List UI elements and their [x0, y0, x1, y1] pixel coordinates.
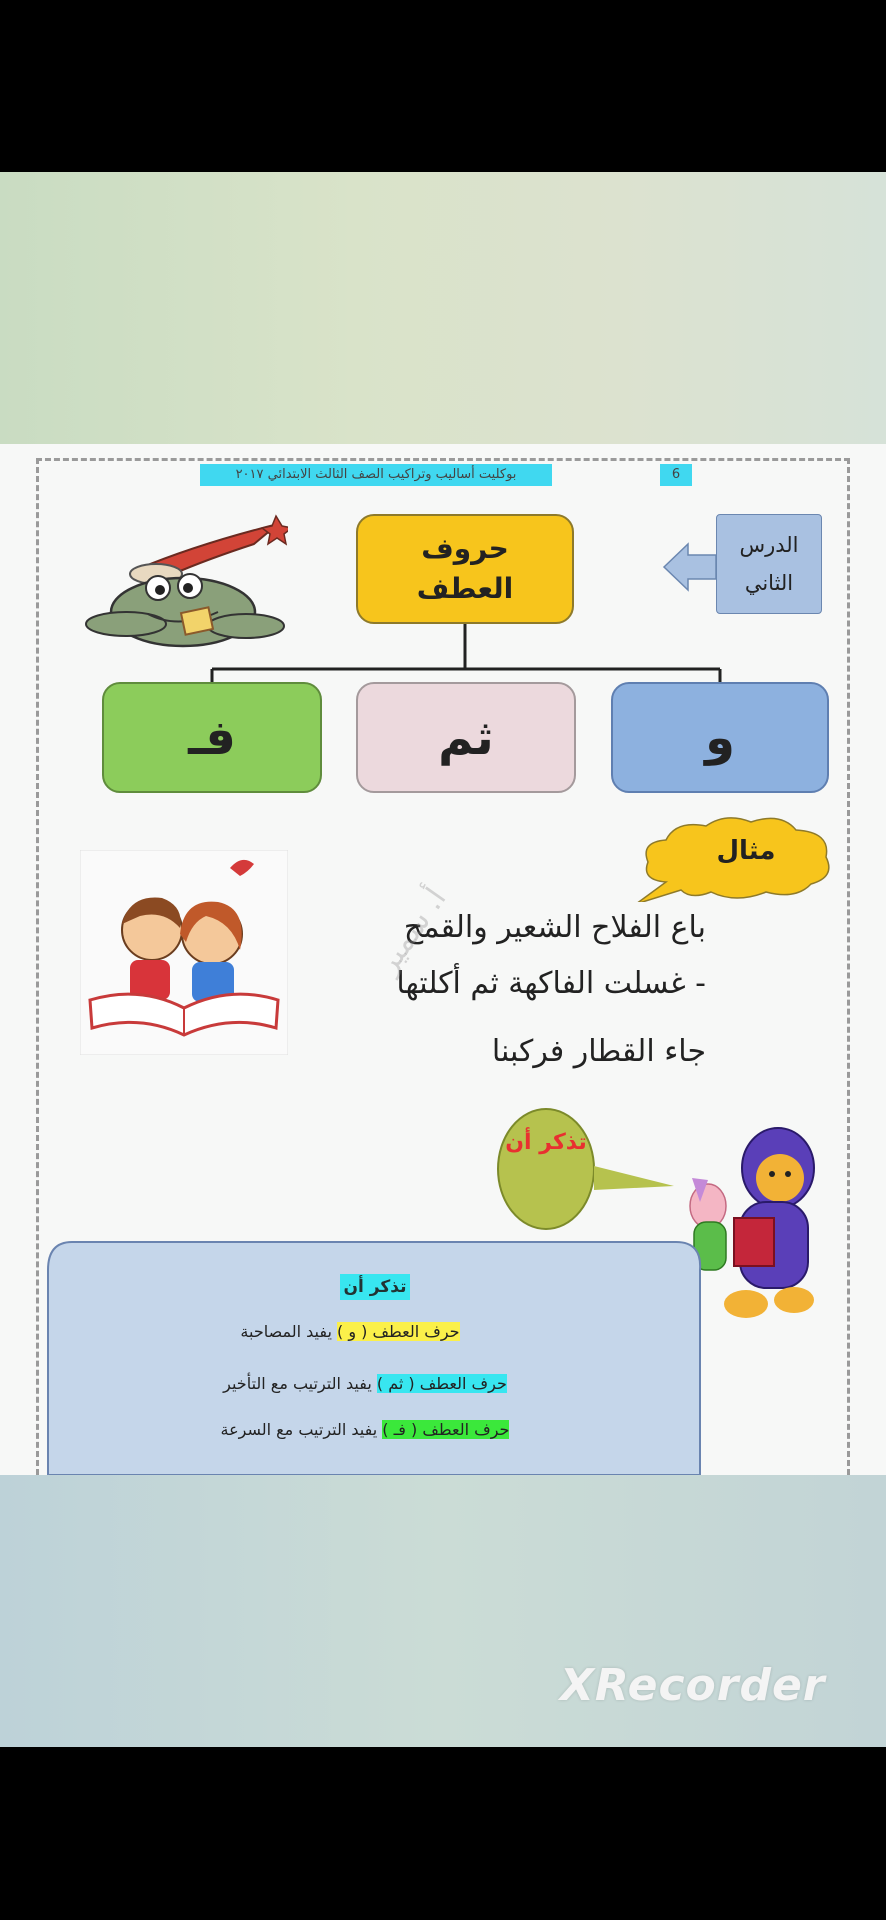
letter-box-waw: و [611, 682, 829, 793]
topic-line-1: حروف [421, 532, 509, 565]
topic-box [356, 514, 574, 624]
kids-reading-illustration [80, 850, 288, 1055]
page-number: 6 [660, 464, 692, 486]
rule-3-highlight: حرف العطف ( فـ ) [382, 1420, 510, 1439]
letter-box-fa: فـ [102, 682, 322, 793]
summary-title: تذكر أن [340, 1274, 410, 1300]
rule-1-highlight: حرف العطف ( و ) [336, 1322, 460, 1341]
rule-2-highlight: حرف العطف ( ثم ) [376, 1374, 507, 1393]
bubble-pointer [594, 1160, 674, 1200]
remember-bubble-label: تذكر أن [505, 1130, 587, 1155]
example-sentence-1: باع الفلاح الشعير والقمح [403, 910, 706, 945]
video-top-band [0, 172, 886, 444]
summary-rule-2 [150, 1374, 580, 1393]
left-arrow-icon [662, 540, 718, 594]
example-sentence-2: - غسلت الفاكهة ثم أكلتها [396, 966, 706, 1001]
rule-2-text: يفيد الترتيب مع التأخير [223, 1374, 377, 1393]
topic-line-2: العطف [416, 572, 514, 605]
rule-3-text: يفيد الترتيب مع السرعة [220, 1420, 383, 1439]
letter-box-thumma: ثم [356, 682, 576, 793]
lesson-line-2: الثاني [744, 571, 794, 595]
xrecorder-watermark: XRecorder [560, 1660, 826, 1711]
example-label: مثال [716, 836, 776, 866]
tree-connector-lines [200, 624, 730, 684]
remember-bubble-shape [494, 1105, 598, 1233]
summary-rule-1 [150, 1322, 550, 1341]
rule-1-text: يفيد المصاحبة [240, 1322, 337, 1341]
example-sentence-3: جاء القطار فركبنا [491, 1034, 706, 1069]
booklet-title: بوكليت أساليب وتراكيب الصف الثالث الابتدائي ٢٠١٧ [200, 464, 552, 486]
lesson-label-box [716, 514, 822, 614]
summary-rule-3 [150, 1420, 580, 1439]
author-watermark: أ. سمير [370, 881, 454, 981]
lesson-line-1: الدرس [739, 533, 799, 557]
